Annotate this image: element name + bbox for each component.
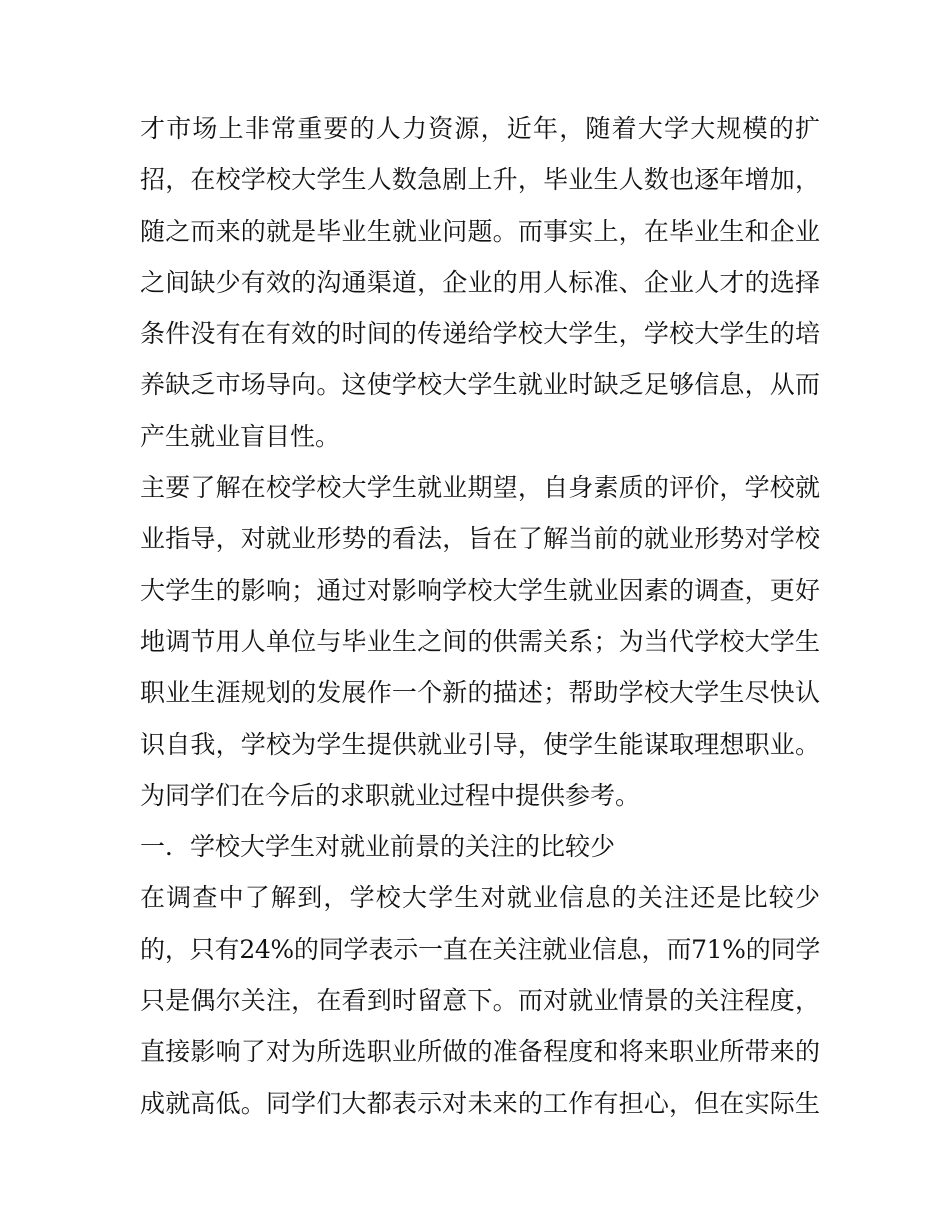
text-line: 的，只有24%的同学表示一直在关注就业信息，而71%的同学 xyxy=(140,934,820,964)
text-line: 产生就业盲目性。 xyxy=(140,421,341,451)
text-line: 在调查中了解到，学校大学生对就业信息的关注还是比较少 xyxy=(140,883,820,913)
text-line: 招，在校学校大学生人数急剧上升，毕业生人数也逐年增加， xyxy=(140,165,820,195)
text-line: 大学生的影响；通过对影响学校大学生就业因素的调查，更好 xyxy=(140,575,820,605)
text-line: 只是偶尔关注，在看到时留意下。而对就业情景的关注程度， xyxy=(140,986,820,1016)
text-line: 职业生涯规划的发展作一个新的描述；帮助学校大学生尽快认 xyxy=(140,678,820,708)
text-line: 为同学们在今后的求职就业过程中提供参考。 xyxy=(140,780,641,810)
text-line: 业指导，对就业形势的看法，旨在了解当前的就业形势对学校 xyxy=(140,524,820,554)
text-line: 地调节用人单位与毕业生之间的供需关系；为当代学校大学生 xyxy=(140,626,820,656)
text-line: 主要了解在校学校大学生就业期望，自身素质的评价，学校就 xyxy=(140,473,820,503)
text-line: 养缺乏市场导向。这使学校大学生就业时缺乏足够信息，从而 xyxy=(140,370,820,400)
section-heading: 一．学校大学生对就业前景的关注的比较少 xyxy=(140,832,616,862)
text-line: 才市场上非常重要的人力资源，近年，随着大学大规模的扩 xyxy=(140,114,820,143)
text-line: 识自我，学校为学生提供就业引导，使学生能谋取理想职业。 xyxy=(140,729,820,759)
text-line: 条件没有在有效的时间的传递给学校大学生，学校大学生的培 xyxy=(140,319,820,349)
text-line: 直接影响了对为所选职业所做的准备程度和将来职业所带来的 xyxy=(140,1037,820,1067)
text-line: 之间缺少有效的沟通渠道，企业的用人标准、企业人才的选择 xyxy=(140,267,820,297)
text-line: 成就高低。同学们大都表示对未来的工作有担心，但在实际生 xyxy=(140,1088,820,1118)
text-line: 随之而来的就是毕业生就业问题。而事实上，在毕业生和企业 xyxy=(140,216,820,246)
body-text xyxy=(140,103,820,1129)
